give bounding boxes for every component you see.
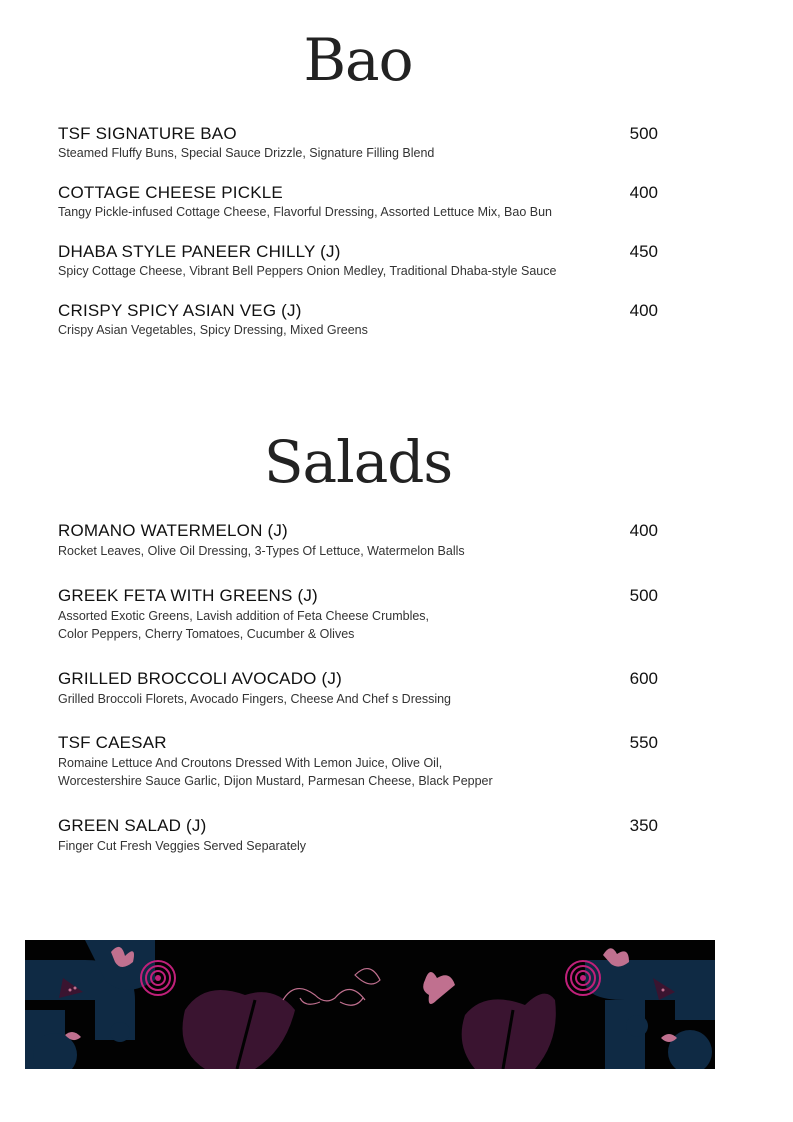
- item-price: 400: [629, 301, 658, 320]
- banner-artwork: [25, 940, 715, 1069]
- flower-icon: [423, 972, 455, 1004]
- leaf-icon: [183, 990, 296, 1069]
- item-price: 500: [629, 586, 658, 605]
- item-price: 400: [629, 521, 658, 540]
- item-name: COTTAGE CHEESE PICKLE: [58, 183, 283, 202]
- item-description: Spicy Cottage Cheese, Vibrant Bell Peppers Onion Medley, Traditional Dhaba-style Sauce: [58, 264, 557, 278]
- concentric-circle-icon: [141, 961, 175, 995]
- item-price: 350: [629, 816, 658, 835]
- item-name: CRISPY SPICY ASIAN VEG (J): [58, 301, 302, 320]
- item-name: DHABA STYLE PANEER CHILLY (J): [58, 242, 341, 261]
- item-description: Tangy Pickle-infused Cottage Cheese, Flavorful Dressing, Assorted Lettuce Mix, Bao Bun: [58, 205, 553, 219]
- bao-section-title: Bao: [303, 26, 413, 94]
- leaf-icon: [585, 960, 715, 1069]
- item-description: Steamed Fluffy Buns, Special Sauce Drizzle, Signature Filling Blend: [58, 146, 435, 160]
- item-description: Finger Cut Fresh Veggies Served Separately: [58, 839, 307, 853]
- decorative-banner: [25, 940, 715, 1069]
- leaf-icon: [25, 940, 155, 1069]
- leaf-icon: [462, 994, 556, 1069]
- concentric-circle-icon: [566, 961, 600, 995]
- item-price: 450: [629, 242, 658, 261]
- item-name: TSF CAESAR: [58, 733, 167, 752]
- item-name: GRILLED BROCCOLI AVOCADO (J): [58, 669, 342, 688]
- item-price: 600: [629, 669, 658, 688]
- item-description: Rocket Leaves, Olive Oil Dressing, 3-Types Of Lettuce, Watermelon Balls: [58, 544, 465, 558]
- item-name: GREEN SALAD (J): [58, 816, 207, 835]
- item-description: Grilled Broccoli Florets, Avocado Fingers, Cheese And Chef s Dressing: [58, 692, 452, 706]
- item-name: GREEK FETA WITH GREENS (J): [58, 586, 318, 605]
- butterfly-icon: [283, 969, 380, 1006]
- item-price: 550: [629, 733, 658, 752]
- item-description: Assorted Exotic Greens, Lavish addition of Feta Cheese Crumbles, Color Peppers, Cherry Tomatoes, Cucumber & Olives: [58, 609, 430, 641]
- item-price: 500: [629, 124, 658, 143]
- item-name: ROMANO WATERMELON (J): [58, 521, 288, 540]
- item-description: Crispy Asian Vegetables, Spicy Dressing, Mixed Greens: [58, 323, 368, 337]
- item-price: 400: [629, 183, 658, 202]
- item-description: Romaine Lettuce And Croutons Dressed With Lemon Juice, Olive Oil, Worcestershire Sauce Garlic, Dijon Mustard, Parmesan Cheese, Black Pepper: [58, 756, 493, 788]
- item-name: TSF SIGNATURE BAO: [58, 124, 237, 143]
- salads-section-title: Salads: [263, 428, 453, 496]
